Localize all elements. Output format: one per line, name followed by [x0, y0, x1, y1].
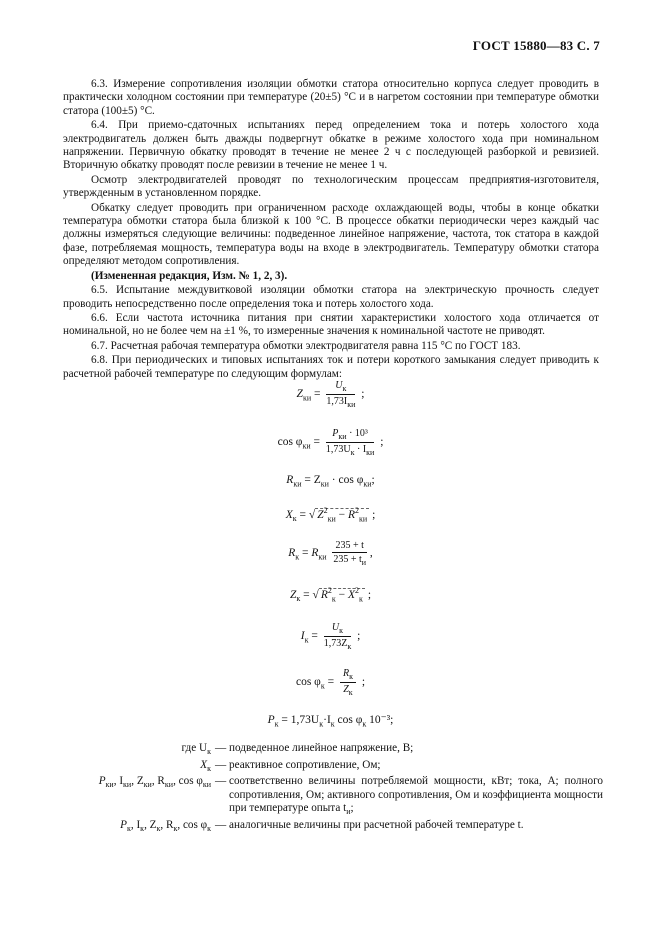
page-header: ГОСТ 15880—83 С. 7: [472, 38, 600, 53]
paragraph-6-6: 6.6. Если частота источника питания при снятии характеристики холостого хода отличается от номинальной, но не более чем на ±1 %, то измеренные значения к номинальной частоте не приводят.: [63, 311, 599, 338]
formula-i-k: $I_к$ = $\frac{U_к}{1,73Z_к}$ ;: [300, 622, 361, 651]
document-body: [63, 78, 599, 382]
variable-definitions: [63, 742, 603, 835]
definition-row: где $U_к$ — подведенное линейное напряжение, В;: [181, 742, 414, 757]
formula-p-k: $P_к = 1,73U_к\cdot I_к$ $\cos \varphi_к$ 10⁻³;: [267, 714, 394, 729]
paragraph-6-3: 6.3. Измерение сопротивления изоляции обмотки статора относительно корпуса следует проводить в практически холодном состоянии при температуре (20±5) °С и в нагретом состоянии при температуре обмотки статора (100±5) °С.: [63, 78, 599, 117]
paragraph-6-7: 6.7. Расчетная рабочая температура обмотки электродвигателя равна 115 °С по ГОСТ 183.: [91, 339, 521, 352]
paragraph-inspection: Осмотр электродвигателей проводят по технологическим процессам предприятия-изготовителя, утвержденным в установленном порядке.: [63, 173, 599, 200]
formula-cos-phi-ki: $\cos \varphi_{ки}$ = $\frac{P_{ки} \cdot 10^3}{1,73U_к \cdot I_{ки}}$ ;: [277, 428, 384, 457]
definition-row: $P_{ки}$, $I_{ки}$, $Z_{ки}$, $R_{ки}$, $\cos \varphi_{ки}$ — соответственно величины потребляемой мощности, кВт; тока, А; полного сопротивления, Ом; активного сопротивления, Ом и коэффициента мощности при температуре опыта $t_и$;: [98, 775, 603, 817]
paragraph-6-4: 6.4. При приемо-сдаточных испытаниях перед определением тока и потерь холостого хода электродвигатель должен быть дважды подвергнут обкатке в режиме холостого хода при номинальном напряжении. Первичную обкатку проводят в течение не менее 2 ч с последующей разборкой и ревизией. Вторичную обкатку проводят после ревизии в течение не менее 1 ч.: [63, 119, 599, 172]
formula-z-k: $Z_к$ = √ $R^2_к - X^2_к$ ;: [289, 586, 372, 604]
formula-cos-phi-k: $\cos \varphi_к$ = $\frac{R_к}{Z_к}$ ;: [295, 668, 366, 697]
paragraph-6-8: 6.8. При периодических и типовых испытаниях ток и потери короткого замыкания следует приводить к расчетной рабочей температуре по следующим формулам:: [63, 354, 599, 380]
amendment-note: (Измененная редакция, Изм. № 1, 2, 3).: [91, 269, 288, 282]
definition-row: $X_к$ — реактивное сопротивление, Ом;: [200, 758, 381, 773]
formula-r-ki: $R_{ки} = Z_{ки} \cdot \cos \varphi_{ки}$;: [286, 474, 375, 489]
paragraph-run-in: Обкатку следует проводить при ограниченном расходе охлаждающей воды, чтобы в конце обкатки температура обмотки статора была близкой к 100 °С. В процессе обкатки периодически через каждый час должны измеряться следующие величины: подведенное линейное напряжение, частота, ток статора в каждой фазе, потребляемая мощность, температура воды на входе в электродвигатель. Температуру обмотки статора определяют методом сопротивления.: [63, 201, 599, 268]
formula-r-k: $R_к = R_{ки}$ $\frac{235 + t}{235 + t_и}$ ,: [288, 540, 373, 567]
formula-x-k: $X_к$ = √ $Z^2_{ки} - R^2_{ки}$ ;: [285, 506, 376, 524]
definition-row: $P_к$, $I_к$, $Z_к$, $R_к$, $\cos \varphi_к$ — аналогичные величины при расчетной рабочей температуре t.: [120, 818, 524, 833]
paragraph-6-5: 6.5. Испытание междувитковой изоляции обмотки статора на электрическую прочность следует проводить непосредственно после определения тока и потерь холостого хода.: [63, 284, 599, 310]
formula-z-ki: $Z_{ки}$ = $\frac{U_к}{1,73I_{ки}}$ ;: [296, 380, 365, 409]
